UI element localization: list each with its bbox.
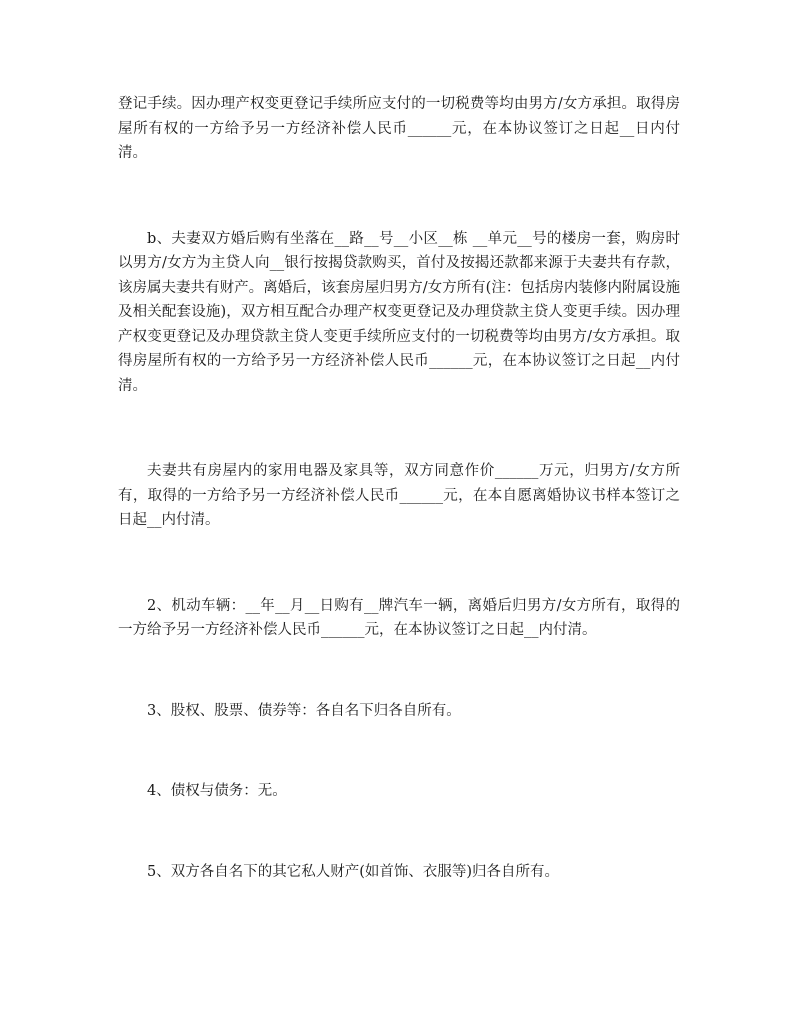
paragraph-property-registration-continued: 登记手续。因办理产权变更登记手续所应支付的一切税费等均由男方/女方承担。取得房屋所有权的一方给予另一方经济补偿人民币______元，在本协议签订之日起__日内付清。	[118, 96, 680, 161]
paragraph-personal-property: 5、双方各自名下的其它私人财产(如首饰、衣服等)归各自所有。	[147, 863, 560, 880]
paragraph-house-b: b、夫妻双方婚后购有坐落在__路__号__小区__栋 __单元__号的楼房一套，购房时以男方/女方为主贷人向__银行按揭贷款购买，首付及按揭还款都来源于夫妻共有存款，该房属夫妻共有财产。离婚后，该套房屋归男方/女方所有(注：包括房内装修内附属设施及相关配套设施)，双方相互配合办理产权变更登记及办理贷款主贷人变更手续。因办理产权变更登记及办理贷款主贷人变更手续所应支付的一切税费等均由男方/女方承担。取得房屋所有权的一方给予另一方经济补偿人民币______元，在本协议签订之日起__内付清。	[118, 230, 680, 394]
paragraph-appliances-furniture: 夫妻共有房屋内的家用电器及家具等，双方同意作价______万元，归男方/女方所有，取得的一方给予另一方经济补偿人民币______元，在本自愿离婚协议书样本签订之日起__内付清。	[118, 463, 680, 528]
paragraph-shares-stocks: 3、股权、股票、债券等：各自名下归各自所有。	[147, 702, 461, 719]
document-body	[118, 92, 680, 884]
paragraph-vehicle: 2、机动车辆：__年__月__日购有__牌汽车一辆，离婚后归男方/女方所有，取得的一方给予另一方经济补偿人民币______元，在本协议签订之日起__内付清。	[118, 597, 680, 638]
paragraph-debts: 4、债权与债务：无。	[147, 783, 287, 799]
